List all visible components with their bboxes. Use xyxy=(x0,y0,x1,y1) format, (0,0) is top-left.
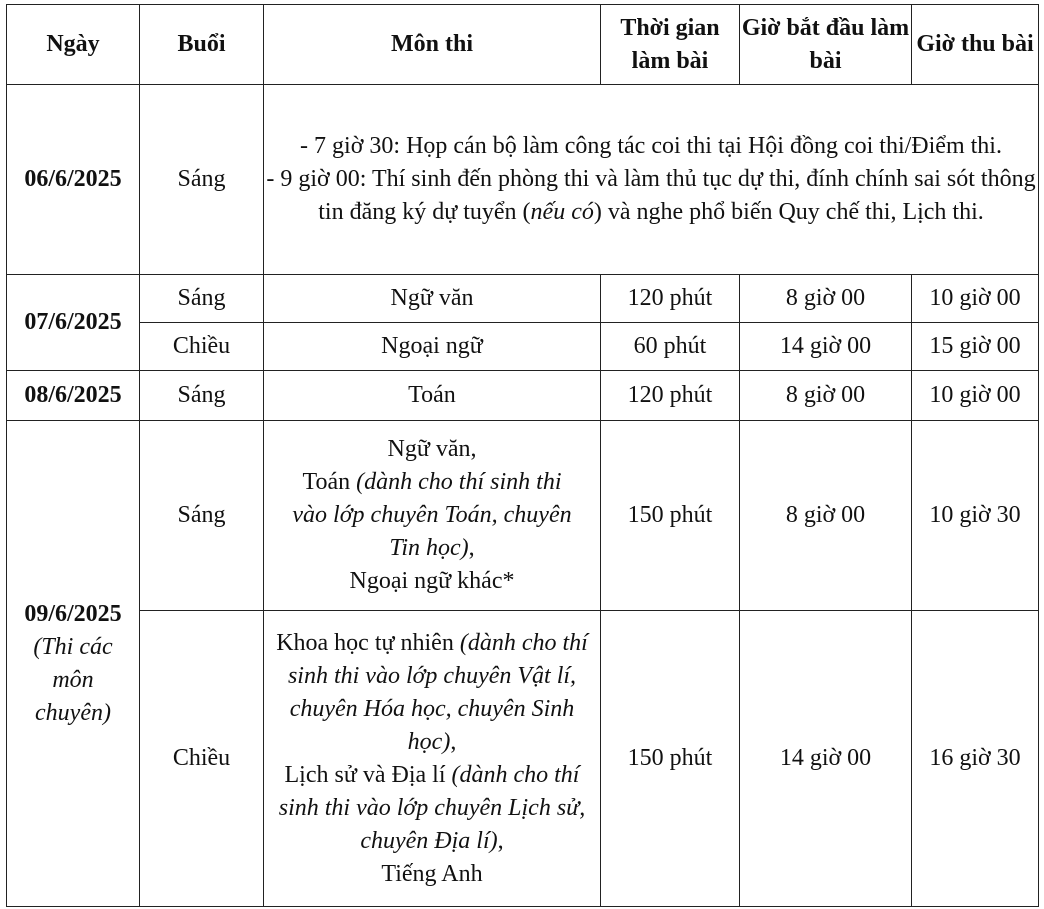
table-row xyxy=(7,323,1039,371)
date-cell: 06/6/2025 xyxy=(7,85,140,275)
subject-cell xyxy=(264,611,601,907)
header-duration: Thời gian làm bài xyxy=(601,5,740,85)
table-row xyxy=(7,371,1039,421)
subject-text: Toán xyxy=(302,469,357,495)
subject-line: Tiếng Anh xyxy=(381,860,483,887)
note-line xyxy=(264,163,1038,229)
start-time-cell: 14 giờ 00 xyxy=(740,611,912,907)
exam-schedule-table xyxy=(6,4,1039,907)
table-row xyxy=(7,421,1039,611)
end-time-cell: 15 giờ 00 xyxy=(912,323,1039,371)
end-time-cell: 10 giờ 00 xyxy=(912,371,1039,421)
session-cell: Sáng xyxy=(140,85,264,275)
session-cell: Sáng xyxy=(140,371,264,421)
session-cell: Chiều xyxy=(140,611,264,907)
end-time-cell: 10 giờ 00 xyxy=(912,275,1039,323)
subject-cell: Toán xyxy=(264,371,601,421)
session-cell: Sáng xyxy=(140,421,264,611)
subject-note: (dành cho thí sinh thi vào lớp chuyên Toán, chuyên Tin học) xyxy=(292,469,572,561)
start-time-cell: 8 giờ 00 xyxy=(740,421,912,611)
subject-text: Lịch sử và Địa lí xyxy=(284,761,452,788)
duration-cell: 60 phút xyxy=(601,323,740,371)
session-cell: Sáng xyxy=(140,275,264,323)
start-time-cell: 14 giờ 00 xyxy=(740,323,912,371)
date-note: (Thi các môn chuyên) xyxy=(33,633,113,726)
subject-line xyxy=(286,466,578,565)
date-cell: 08/6/2025 xyxy=(7,371,140,421)
duration-cell: 120 phút xyxy=(601,371,740,421)
header-row xyxy=(7,5,1039,85)
subject-cell: Ngoại ngữ xyxy=(264,323,601,371)
subject-cell: Ngữ văn xyxy=(264,275,601,323)
header-start-time: Giờ bắt đầu làm bài xyxy=(740,5,912,85)
start-time-cell: 8 giờ 00 xyxy=(740,371,912,421)
table-row xyxy=(7,85,1039,275)
start-time-cell: 8 giờ 00 xyxy=(740,275,912,323)
session-cell: Chiều xyxy=(140,323,264,371)
duration-cell: 150 phút xyxy=(601,421,740,611)
date-cell xyxy=(7,421,140,907)
end-time-cell: 10 giờ 30 xyxy=(912,421,1039,611)
date-cell: 07/6/2025 xyxy=(7,275,140,371)
subject-line: Ngoại ngữ khác* xyxy=(349,568,515,594)
table-row xyxy=(7,611,1039,907)
subject-cell xyxy=(264,421,601,611)
header-end-time: Giờ thu bài xyxy=(912,5,1039,85)
subject-note: (dành cho thí sinh thi vào lớp chuyên Vật lí, chuyên Hóa học, chuyên Sinh học) xyxy=(287,629,588,755)
subject-text: , xyxy=(450,728,457,755)
notes-cell xyxy=(264,85,1039,275)
subject-text: Khoa học tự nhiên xyxy=(276,629,460,656)
duration-cell: 120 phút xyxy=(601,275,740,323)
note-text: - 9 giờ 00: Thí sinh đến phòng thi và làm thủ tục dự thi, đính chính sai sót thông tin đăng ký dự tuyển ( xyxy=(266,166,1036,225)
end-time-cell: 16 giờ 30 xyxy=(912,611,1039,907)
header-subject: Môn thi xyxy=(264,5,601,85)
subject-line xyxy=(276,627,588,759)
note-line: - 7 giờ 30: Họp cán bộ làm công tác coi thi tại Hội đồng coi thi/Điểm thi. xyxy=(300,133,1002,159)
subject-text: , xyxy=(468,535,475,561)
table-row xyxy=(7,275,1039,323)
subject-line: Ngữ văn, xyxy=(387,436,477,462)
duration-cell: 150 phút xyxy=(601,611,740,907)
header-date: Ngày xyxy=(7,5,140,85)
subject-line xyxy=(276,759,588,858)
note-italic: nếu có xyxy=(530,199,594,225)
header-session: Buổi xyxy=(140,5,264,85)
subject-text: , xyxy=(497,827,504,854)
note-text: ) và nghe phổ biến Quy chế thi, Lịch thi. xyxy=(593,199,984,225)
date-text: 09/6/2025 xyxy=(24,600,122,627)
subject-note: (dành cho thí sinh thi vào lớp chuyên Lịch sử, chuyên Địa lí) xyxy=(278,761,586,854)
